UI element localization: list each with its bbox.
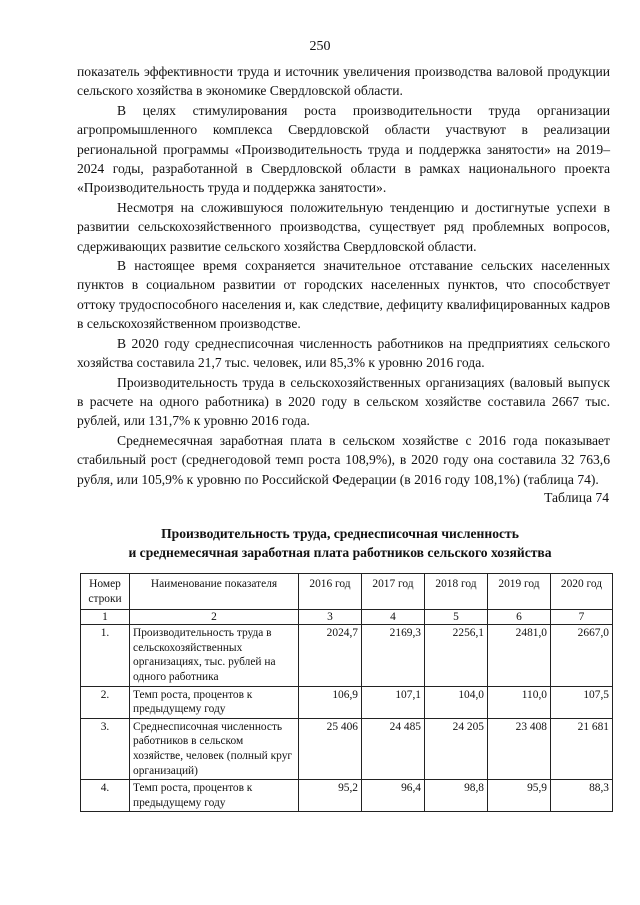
column-number-row [81, 610, 613, 625]
value-cell: 24 485 [362, 718, 425, 779]
paragraph: показатель эффективности труда и источник увеличения производства валовой продукции сельского хозяйства в экономике Свердловской области. [77, 64, 610, 99]
column-header: Наименование показателя [130, 574, 299, 610]
table-title-line: и среднемесячная заработная плата работников сельского хозяйства [128, 545, 552, 560]
column-number: 1 [81, 610, 130, 625]
paragraph: В настоящее время сохраняется значительное отставание сельских населенных пунктов в социальном развитии от городских населенных пунктов, что способствует оттоку трудоспособного населения и, как следствие, дефициту квалифицированных кадров в сельскохозяйственном производстве. [77, 258, 610, 332]
column-number: 6 [488, 610, 551, 625]
table-row [81, 625, 613, 686]
column-header: 2016 год [299, 574, 362, 610]
paragraph: Среднемесячная заработная плата в сельском хозяйстве с 2016 года показывает стабильный рост (среднегодовой темп роста 108,9%), в 2020 году она составила 32 763,6 рубля, или 105,9% к уровню по Российской Федерации (в 2016 году 108,1%) (таблица 74). [77, 432, 610, 487]
value-cell: 98,8 [425, 780, 488, 812]
value-cell: 104,0 [425, 686, 488, 718]
value-cell: 88,3 [551, 780, 613, 812]
value-cell: 23 408 [488, 718, 551, 779]
value-cell: 110,0 [488, 686, 551, 718]
column-header: 2019 год [488, 574, 551, 610]
column-number: 7 [551, 610, 613, 625]
column-header: 2017 год [362, 574, 425, 610]
value-cell: 107,5 [551, 686, 613, 718]
table-title [60, 524, 620, 562]
body-text [77, 62, 610, 489]
table-header-row [81, 574, 613, 610]
table-row [81, 780, 613, 812]
indicator-name: Производительность труда в сельскохозяйственных организациях, тыс. рублей на одного работника [130, 625, 299, 686]
indicator-name: Среднесписочная численность работников в сельском хозяйстве, человек (полный круг организаций) [130, 718, 299, 779]
value-cell: 95,9 [488, 780, 551, 812]
page-number: 250 [309, 39, 331, 54]
data-table [80, 573, 613, 812]
value-cell: 24 205 [425, 718, 488, 779]
row-number: 4. [81, 780, 130, 812]
value-cell: 96,4 [362, 780, 425, 812]
value-cell: 21 681 [551, 718, 613, 779]
value-cell: 2667,0 [551, 625, 613, 686]
value-cell: 2481,0 [488, 625, 551, 686]
table-caption: Таблица 74 [544, 490, 609, 505]
row-number: 1. [81, 625, 130, 686]
paragraph: Производительность труда в сельскохозяйственных организациях (валовый выпуск в расчете на одного работника) в 2020 году в сельском хозяйстве составила 2667 тыс. рублей, или 131,7% к уровню 2016 года. [77, 374, 610, 429]
column-number: 3 [299, 610, 362, 625]
paragraph: В 2020 году среднесписочная численность работников на предприятиях сельского хозяйства составила 21,7 тыс. человек, или 85,3% к уровню 2016 года. [77, 335, 610, 371]
column-header: Номер строки [81, 574, 130, 610]
value-cell: 2169,3 [362, 625, 425, 686]
column-header: 2018 год [425, 574, 488, 610]
column-number: 4 [362, 610, 425, 625]
value-cell: 25 406 [299, 718, 362, 779]
table-title-line: Производительность труда, среднесписочная численность [161, 526, 519, 541]
row-number: 3. [81, 718, 130, 779]
table-row [81, 686, 613, 718]
paragraph: Несмотря на сложившуюся положительную тенденцию и достигнутые успехи в развитии сельскохозяйственного производства, существует ряд проблемных вопросов, сдерживающих развитие сельского хозяйства Свердловской области. [77, 199, 610, 254]
paragraph: В целях стимулирования роста производительности труда организации агропромышленного комплекса Свердловской области участвуют в реализации региональной программы «Производительность труда и поддержка занятости» на 2019–2024 годы, разработанной в Свердловской области в рамках национального проекта «Производительность труда и поддержка занятости». [77, 102, 610, 196]
value-cell: 95,2 [299, 780, 362, 812]
indicator-name: Темп роста, процентов к предыдущему году [130, 686, 299, 718]
column-header: 2020 год [551, 574, 613, 610]
value-cell: 107,1 [362, 686, 425, 718]
indicator-name: Темп роста, процентов к предыдущему году [130, 780, 299, 812]
table-row [81, 718, 613, 779]
row-number: 2. [81, 686, 130, 718]
value-cell: 106,9 [299, 686, 362, 718]
column-number: 2 [130, 610, 299, 625]
column-number: 5 [425, 610, 488, 625]
value-cell: 2256,1 [425, 625, 488, 686]
value-cell: 2024,7 [299, 625, 362, 686]
